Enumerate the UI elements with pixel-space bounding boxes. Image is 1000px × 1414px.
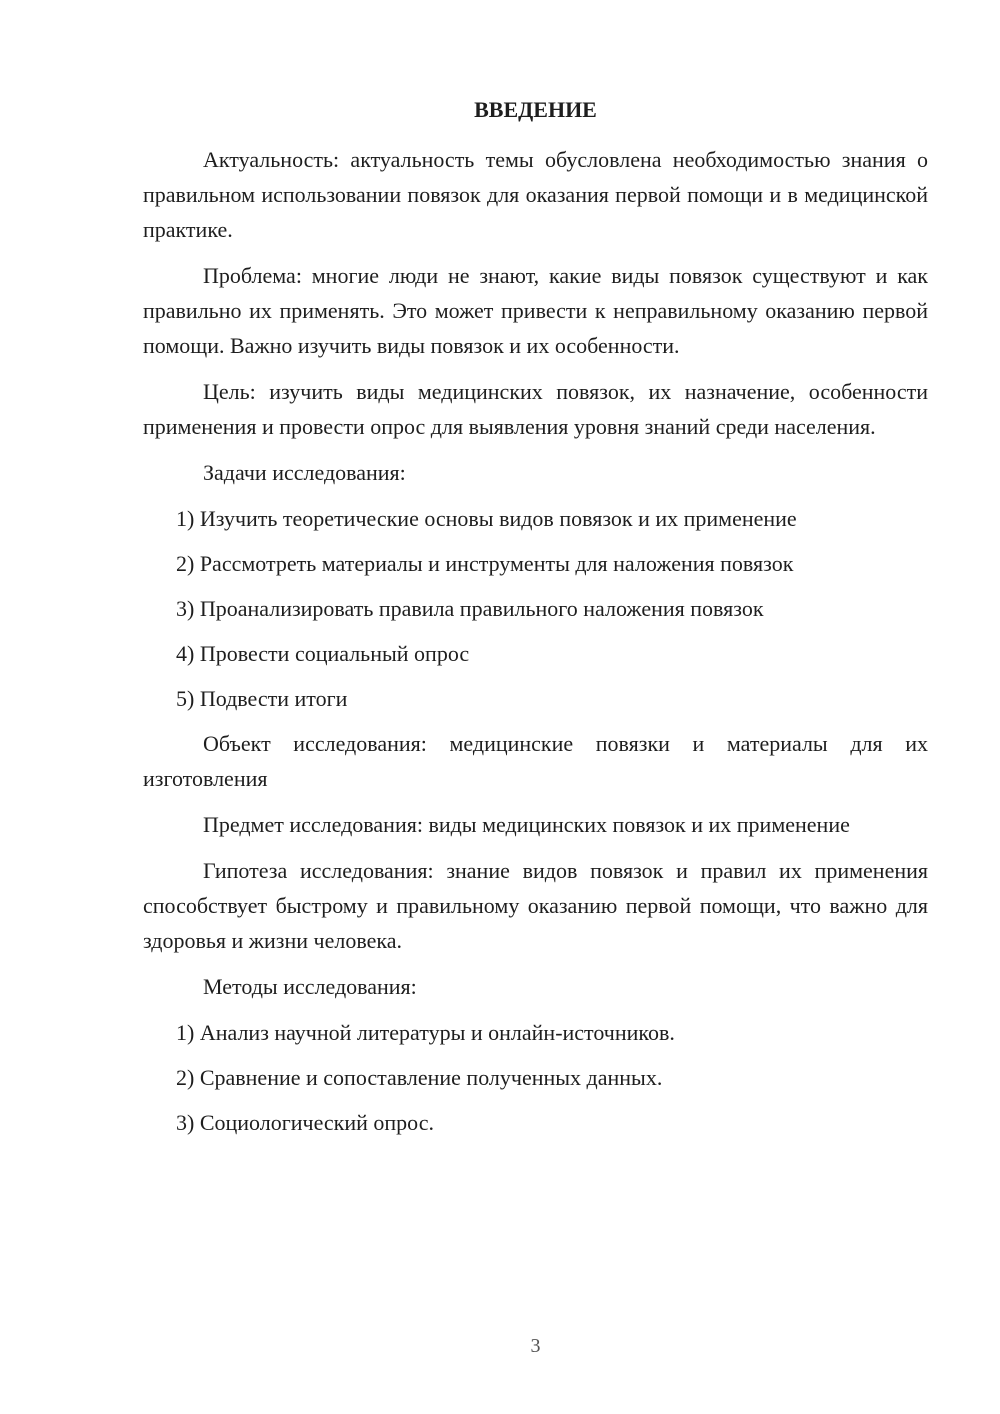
object-paragraph: Объект исследования: медицинские повязки и материалы для их изготовления (143, 731, 928, 791)
hypothesis-paragraph: Гипотеза исследования: знание видов повязок и правил их применения способствует быстрому и правильному оказанию первой помощи, что важно для здоровья и жизни человека. (143, 858, 928, 953)
page-number: 3 (530, 1335, 541, 1357)
problem-paragraph: Проблема: многие люди не знают, какие виды повязок существуют и как правильно их применять. Это может привести к неправильному оказанию первой помощи. Важно изучить виды повязок и их особенности. (143, 263, 928, 358)
task-item: 4) Провести социальный опрос (176, 641, 470, 666)
method-item: 1) Анализ научной литературы и онлайн-источников. (176, 1020, 675, 1045)
task-item: 3) Проанализировать правила правильного наложения повязок (176, 596, 764, 621)
goal-paragraph: Цель: изучить виды медицинских повязок, их назначение, особенности применения и провести опрос для выявления уровня знаний среди населения. (143, 379, 928, 439)
task-item: 1) Изучить теоретические основы видов повязок и их применение (176, 506, 797, 531)
document-body (143, 142, 928, 1140)
task-item: 5) Подвести итоги (176, 686, 348, 711)
subject-paragraph: Предмет исследования: виды медицинских повязок и их применение (203, 812, 850, 837)
method-item: 3) Социологический опрос. (176, 1110, 434, 1135)
methods-heading: Методы исследования: (203, 974, 417, 999)
document-page (143, 0, 928, 1414)
task-item: 2) Рассмотреть материалы и инструменты для наложения повязок (176, 551, 794, 576)
section-title: ВВЕДЕНИЕ (474, 97, 597, 122)
tasks-heading: Задачи исследования: (203, 460, 406, 485)
relevance-paragraph: Актуальность: актуальность темы обусловлена необходимостью знания о правильном использовании повязок для оказания первой помощи и в медицинской практике. (143, 147, 928, 242)
method-item: 2) Сравнение и сопоставление полученных данных. (176, 1065, 663, 1090)
